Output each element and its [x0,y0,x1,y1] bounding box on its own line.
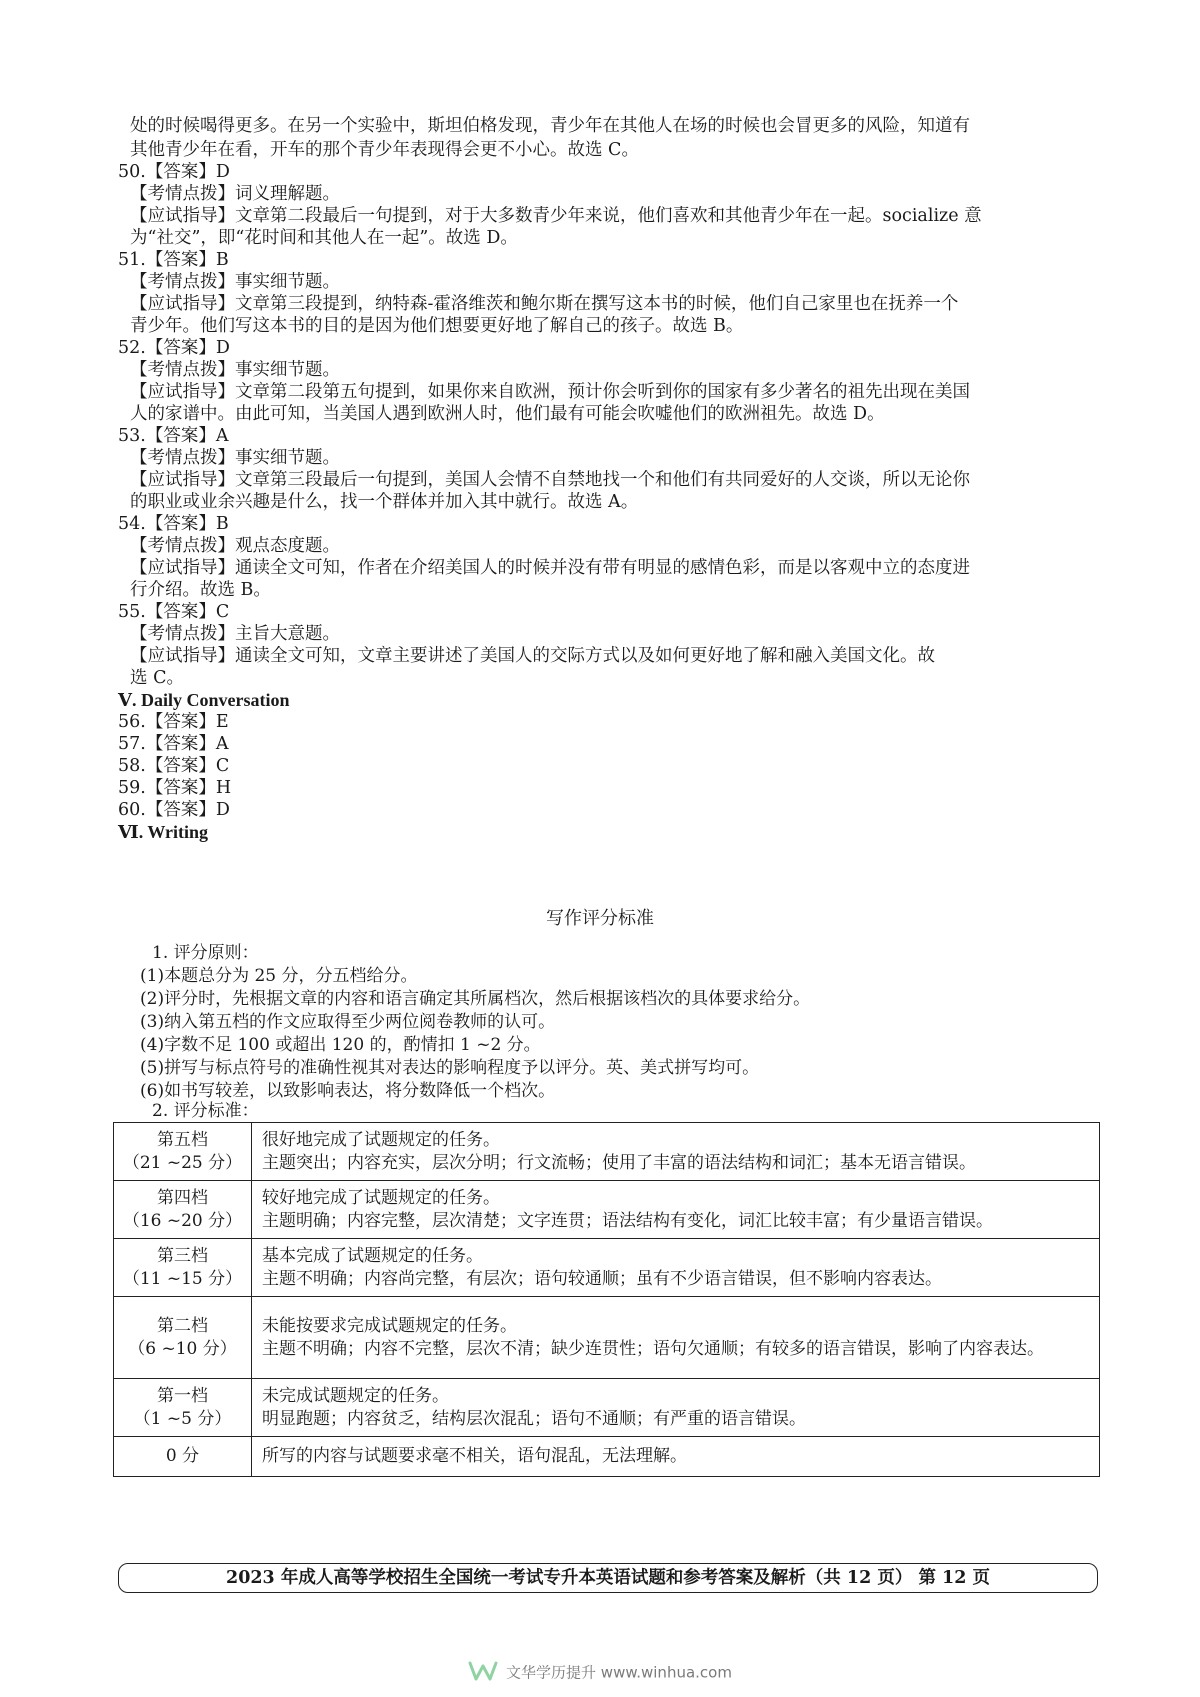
description-cell [252,1297,1100,1379]
q53-point: 【考情点拨】事实细节题。 [130,448,340,468]
watermark [0,1660,1200,1686]
q52-point: 【考情点拨】事实细节题。 [130,360,340,380]
q52-guide-1: 【应试指导】文章第二段第五句提到，如果你来自欧洲，预计你会听到你的国家有多少著名的祖先出现在美国 [130,382,970,402]
principle-6: (6)如书写较差，以致影响表达，将分数降低一个档次。 [140,1081,556,1101]
level-detail: 主题不明确；内容不完整，层次不清；缺少连贯性；语句欠通顺；有较多的语言错误，影响了内容表达。 [262,1338,1044,1359]
q53-guide-2: 的职业或业余兴趣是什么，找一个群体并加入其中就行。故选 A。 [130,492,639,512]
table-row [114,1181,1100,1239]
level-detail: 主题不明确；内容尚完整，有层次；语句较通顺；虽有不少语言错误，但不影响内容表达。 [262,1268,942,1289]
principle-2: (2)评分时，先根据文章的内容和语言确定其所属档次，然后根据该档次的具体要求给分。 [140,989,811,1009]
table-row [114,1297,1100,1379]
level-detail: 主题突出；内容充实，层次分明；行文流畅；使用了丰富的语法结构和词汇；基本无语言错误。 [262,1152,976,1173]
section-writing: Ⅵ. Writing [118,822,209,842]
q53-guide-1: 【应试指导】文章第三段最后一句提到，美国人会情不自禁地找一个和他们有共同爱好的人交谈，所以无论你 [130,470,970,490]
answer-56: 56.【答案】E [118,712,229,732]
level-name: 第三档 [157,1245,208,1266]
q55-guide-2: 选 C。 [130,668,184,688]
principle-1: (1)本题总分为 25 分，分五档给分。 [140,966,418,986]
q51-guide-1: 【应试指导】文章第三段提到，纳特森-霍洛维茨和鲍尔斯在撰写这本书的时候，他们自己家里也在抚养一个 [130,294,959,314]
q51-point: 【考情点拨】事实细节题。 [130,272,340,292]
q50-guide-2: 为“社交”，即“花时间和其他人在一起”。故选 D。 [130,228,518,248]
q52-answer: 52.【答案】D [118,338,230,358]
principle-4: (4)字数不足 100 或超出 120 的，酌情扣 1 ~2 分。 [140,1035,541,1055]
description-cell [252,1379,1100,1437]
level-name: 第五档 [157,1129,208,1150]
q55-point: 【考情点拨】主旨大意题。 [130,624,340,644]
level-detail: 主题明确；内容完整，层次清楚；文字连贯；语法结构有变化，词汇比较丰富；有少量语言错误。 [262,1210,993,1231]
level-summary: 很好地完成了试题规定的任务。 [262,1129,500,1150]
level-name: 第二档 [157,1315,208,1336]
level-summary: 未完成试题规定的任务。 [262,1385,449,1406]
q54-guide-1: 【应试指导】通读全文可知，作者在介绍美国人的时候并没有带有明显的感情色彩，而是以客观中立的态度进 [130,558,970,578]
answer-59: 59.【答案】H [118,778,232,798]
level-summary: 所写的内容与试题要求毫不相关，语句混乱，无法理解。 [262,1446,687,1466]
table-row [114,1123,1100,1181]
level-range: （1 ~5 分） [133,1408,232,1429]
winhua-logo-icon [468,1660,498,1686]
q54-point: 【考情点拨】观点态度题。 [130,536,340,556]
principle-3: (3)纳入第五档的作文应取得至少两位阅卷教师的认可。 [140,1012,556,1032]
description-cell [252,1181,1100,1239]
level-name: 0 分 [165,1446,200,1466]
level-range: （16 ~20 分） [122,1210,243,1231]
principle-5: (5)拼写与标点符号的准确性视其对表达的影响程度予以评分。英、美式拼写均可。 [140,1058,760,1078]
level-range: （11 ~15 分） [122,1268,243,1289]
answer-60: 60.【答案】D [118,800,230,820]
q50-answer: 50.【答案】D [118,162,230,182]
level-summary: 基本完成了试题规定的任务。 [262,1245,483,1266]
q50-guide-1: 【应试指导】文章第二段最后一句提到，对于大多数青少年来说，他们喜欢和其他青少年在一起。socialize 意 [130,206,982,226]
intro-line-2: 其他青少年在看，开车的那个青少年表现得会更不小心。故选 C。 [130,140,639,160]
q55-answer: 55.【答案】C [118,602,230,622]
q55-guide-1: 【应试指导】通读全文可知，文章主要讲述了美国人的交际方式以及如何更好地了解和融入美国文化。故 [130,646,935,666]
table-row [114,1379,1100,1437]
level-cell [114,1379,252,1437]
description-cell [252,1239,1100,1297]
q54-guide-2: 行介绍。故选 B。 [130,580,271,600]
section-daily-conversation: Ⅴ. Daily Conversation [118,690,290,710]
criteria-title: 写作评分标准 [546,908,654,929]
standards-heading: 2. 评分标准： [152,1101,259,1121]
level-summary: 较好地完成了试题规定的任务。 [262,1187,500,1208]
page-footer: 2023 年成人高等学校招生全国统一考试专升本英语试题和参考答案及解析（共 12 页） 第 12 页 [118,1563,1098,1593]
level-range: （6 ~10 分） [128,1338,237,1359]
grading-table [113,1122,1100,1477]
description-cell [252,1123,1100,1181]
q52-guide-2: 人的家谱中。由此可知，当美国人遇到欧洲人时，他们最有可能会吹嘘他们的欧洲祖先。故选 D。 [130,404,885,424]
level-name: 第一档 [157,1385,208,1406]
q51-answer: 51.【答案】B [118,250,229,270]
level-cell [114,1239,252,1297]
answer-58: 58.【答案】C [118,756,230,776]
level-range: （21 ~25 分） [122,1152,243,1173]
q51-guide-2: 青少年。他们写这本书的目的是因为他们想要更好地了解自己的孩子。故选 B。 [130,316,744,336]
principles-heading: 1. 评分原则： [152,943,259,963]
watermark-text: 文华学历提升 www.winhua.com [506,1663,732,1682]
level-name: 第四档 [157,1187,208,1208]
table-row [114,1437,1100,1477]
level-cell [114,1181,252,1239]
level-cell [114,1297,252,1379]
intro-line-1: 处的时候喝得更多。在另一个实验中，斯坦伯格发现，青少年在其他人在场的时候也会冒更多的风险，知道有 [130,116,970,136]
level-detail: 明显跑题；内容贫乏，结构层次混乱；语句不通顺；有严重的语言错误。 [262,1408,806,1429]
level-summary: 未能按要求完成试题规定的任务。 [262,1315,517,1336]
q53-answer: 53.【答案】A [118,426,229,446]
answer-57: 57.【答案】A [118,734,229,754]
table-row [114,1239,1100,1297]
level-cell [114,1437,252,1477]
q54-answer: 54.【答案】B [118,514,229,534]
q50-point: 【考情点拨】词义理解题。 [130,184,340,204]
description-cell [252,1437,1100,1477]
level-cell [114,1123,252,1181]
